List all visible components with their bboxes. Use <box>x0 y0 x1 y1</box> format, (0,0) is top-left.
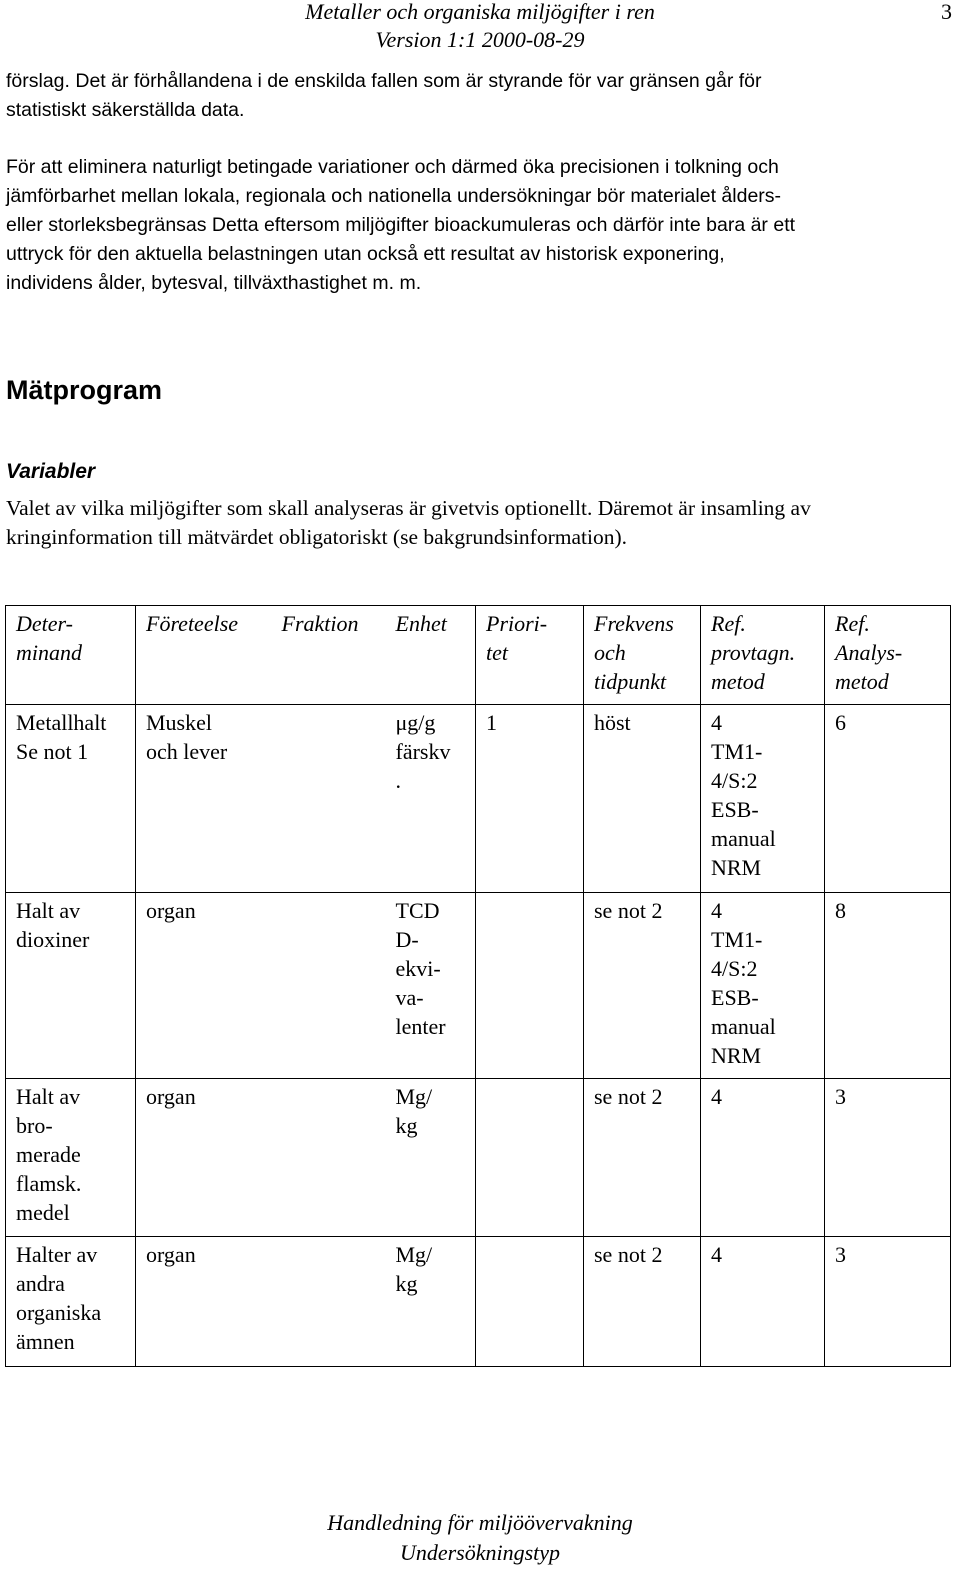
cell-ref-analys <box>825 1237 951 1367</box>
cell-text: organ <box>146 1242 196 1267</box>
cell-text: ämnen <box>16 1329 75 1354</box>
cell-text: ESB- <box>711 797 759 822</box>
cell-text: flamsk. <box>16 1171 82 1196</box>
cell-frekvens <box>584 1237 701 1367</box>
footer-line: Undersökningstyp <box>399 1540 561 1565</box>
cell-text: minand <box>16 640 82 665</box>
cell-frekvens <box>584 705 701 893</box>
cell-text: Priori- <box>486 611 548 636</box>
cell-determinand <box>6 705 136 893</box>
cell-text: se not 2 <box>594 1084 663 1109</box>
cell-text: manual <box>711 826 776 851</box>
text-line: jämförbarhet mellan lokala, regionala och nationella undersökningar bör materialet ålders- <box>6 185 782 207</box>
cell-text: Se not 1 <box>16 739 89 764</box>
cell-text: 4 <box>711 710 722 735</box>
cell-ref-analys <box>825 705 951 893</box>
cell-fraktion <box>272 705 386 893</box>
text-line: förslag. Det är förhållandena i de enskilda fallen som är styrande för var gränsen går för <box>6 70 762 92</box>
cell-text: 3 <box>835 1084 846 1109</box>
cell-text: lenter <box>395 1014 446 1039</box>
table-row <box>6 705 951 893</box>
header-ref-provtagn <box>701 606 825 705</box>
cell-ref-provtagn <box>701 893 825 1079</box>
cell-text: se not 2 <box>594 1242 663 1267</box>
cell-enhet <box>386 1237 476 1367</box>
cell-text: tidpunkt <box>594 669 667 694</box>
footer-line: Handledning för miljöövervakning <box>327 1510 633 1535</box>
cell-text: organ <box>146 1084 196 1109</box>
cell-text: medel <box>16 1200 70 1225</box>
cell-enhet <box>386 1079 476 1237</box>
cell-prioritet <box>476 1079 584 1237</box>
cell-foreteelse <box>136 893 272 1079</box>
cell-text: 4 <box>711 1242 722 1267</box>
cell-prioritet <box>476 893 584 1079</box>
header-title: Metaller och organiska miljögifter i ren <box>305 0 655 24</box>
text-line: individens ålder, bytesval, tillväxthastighet m. m. <box>6 272 422 294</box>
cell-text: manual <box>711 1014 776 1039</box>
cell-text: andra <box>16 1271 65 1296</box>
cell-determinand <box>6 1079 136 1237</box>
cell-text: TCD <box>395 898 440 923</box>
text-line: uttryck för den aktuella belastningen utan också ett resultat av historisk exponering, <box>6 243 725 265</box>
page-footer <box>0 1508 960 1568</box>
cell-text: höst <box>594 710 631 735</box>
text-line: statistiskt säkerställda data. <box>6 99 245 121</box>
header-foreteelse <box>136 606 272 705</box>
table-row <box>6 1079 951 1237</box>
cell-text: se not 2 <box>594 898 663 923</box>
cell-ref-analys <box>825 1079 951 1237</box>
cell-text: 1 <box>486 710 497 735</box>
cell-determinand <box>6 1237 136 1367</box>
header-prioritet <box>476 606 584 705</box>
header-ref-analys <box>825 606 951 705</box>
cell-text: va- <box>395 985 424 1010</box>
text-line: Valet av vilka miljögifter som skall analyseras är givetvis optionellt. Däremot är insamling av <box>6 496 811 520</box>
cell-text: provtagn. <box>711 640 796 665</box>
cell-text: kg <box>395 1113 418 1138</box>
cell-fraktion <box>272 1079 386 1237</box>
cell-text: bro- <box>16 1113 53 1138</box>
cell-fraktion <box>272 893 386 1079</box>
section-subheading: Variabler <box>6 460 96 483</box>
page-number: 3 <box>941 0 952 24</box>
cell-ref-provtagn <box>701 1079 825 1237</box>
cell-text: Halt av <box>16 1084 81 1109</box>
header-enhet <box>386 606 476 705</box>
cell-text: organiska <box>16 1300 102 1325</box>
text-line: eller storleksbegränsas Detta eftersom miljögifter bioackumuleras och därför inte bara är ett <box>6 214 796 236</box>
cell-text: dioxiner <box>16 927 90 952</box>
cell-text: μg/g <box>395 710 436 735</box>
cell-text: NRM <box>711 1043 762 1068</box>
cell-text: och <box>594 640 626 665</box>
cell-frekvens <box>584 893 701 1079</box>
intro-paragraph-1 <box>6 67 954 125</box>
cell-text: Mg/ <box>395 1084 433 1109</box>
cell-text: Analys- <box>835 640 903 665</box>
text-line: För att eliminera naturligt betingade variationer och därmed öka precisionen i tolkning och <box>6 156 779 178</box>
cell-text: . <box>395 768 401 793</box>
cell-text: Frekvens <box>594 611 674 636</box>
cell-enhet <box>386 893 476 1079</box>
cell-text: 3 <box>835 1242 846 1267</box>
cell-prioritet <box>476 705 584 893</box>
cell-text: kg <box>395 1271 418 1296</box>
cell-text: Deter- <box>16 611 73 636</box>
cell-text: 4 <box>711 1084 722 1109</box>
cell-text: Enhet <box>395 611 447 636</box>
header-version: Version 1:1 2000-08-29 <box>375 27 585 52</box>
cell-text: ekvi- <box>395 956 441 981</box>
cell-determinand <box>6 893 136 1079</box>
text-line: kringinformation till mätvärdet obligatoriskt (se bakgrundsinformation). <box>6 525 627 549</box>
cell-frekvens <box>584 1079 701 1237</box>
cell-enhet <box>386 705 476 893</box>
table-row <box>6 893 951 1079</box>
cell-text: Fraktion <box>281 611 359 636</box>
cell-text: metod <box>835 669 889 694</box>
section-heading: Mätprogram <box>6 375 163 405</box>
page-header <box>0 0 960 56</box>
cell-prioritet <box>476 1237 584 1367</box>
measurement-table <box>5 605 951 1367</box>
cell-text: Mg/ <box>395 1242 433 1267</box>
cell-text: färskv <box>395 739 451 764</box>
cell-text: 8 <box>835 898 846 923</box>
cell-text: Metallhalt <box>16 710 107 735</box>
cell-text: Ref. <box>835 611 870 636</box>
cell-text: 4 <box>711 898 722 923</box>
cell-text: tet <box>486 640 508 665</box>
header-fraktion <box>272 606 386 705</box>
cell-text: ESB- <box>711 985 759 1010</box>
cell-text: Ref. <box>711 611 746 636</box>
cell-ref-provtagn <box>701 705 825 893</box>
cell-ref-analys <box>825 893 951 1079</box>
header-determinand <box>6 606 136 705</box>
cell-text: Halt av <box>16 898 81 923</box>
cell-text: D- <box>395 927 419 952</box>
cell-foreteelse <box>136 1079 272 1237</box>
cell-text: 4/S:2 <box>711 956 758 981</box>
cell-text: organ <box>146 898 196 923</box>
cell-text: NRM <box>711 855 762 880</box>
intro-paragraph-2 <box>6 153 954 298</box>
cell-foreteelse <box>136 1237 272 1367</box>
cell-text: metod <box>711 669 765 694</box>
cell-text: Halter av <box>16 1242 98 1267</box>
cell-ref-provtagn <box>701 1237 825 1367</box>
section-paragraph <box>6 494 954 552</box>
cell-text: TM1- <box>711 739 763 764</box>
cell-text: 4/S:2 <box>711 768 758 793</box>
cell-text: 6 <box>835 710 846 735</box>
table-row <box>6 1237 951 1367</box>
cell-text: TM1- <box>711 927 763 952</box>
cell-foreteelse <box>136 705 272 893</box>
cell-text: Företeelse <box>146 611 239 636</box>
cell-fraktion <box>272 1237 386 1367</box>
cell-text: merade <box>16 1142 81 1167</box>
header-frekvens <box>584 606 701 705</box>
cell-text: och lever <box>146 739 228 764</box>
cell-text: Muskel <box>146 710 212 735</box>
table-header-row <box>6 606 951 705</box>
